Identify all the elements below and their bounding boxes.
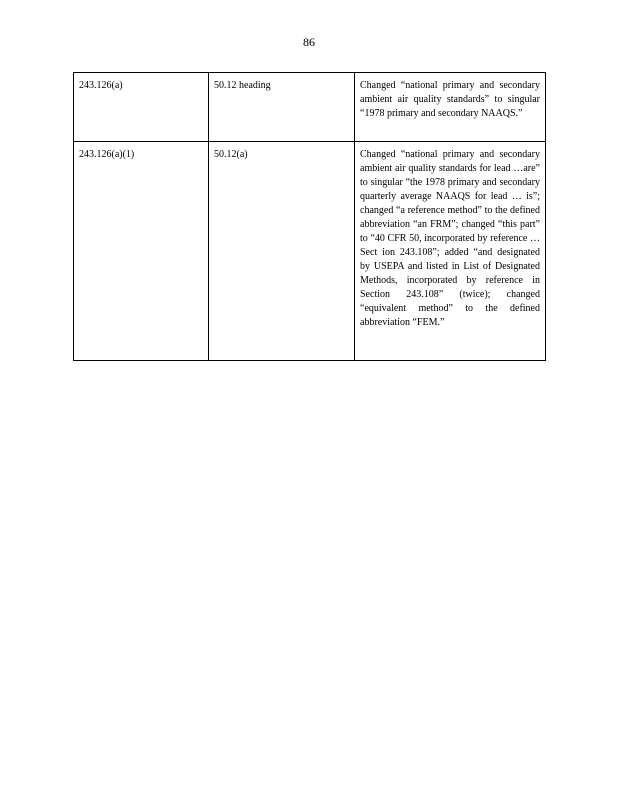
change-description-cell: Changed “national primary and secondary ambient air quality standards” to singular “1978 primary and secondary NAAQS.” bbox=[355, 73, 546, 142]
table-row bbox=[74, 73, 546, 142]
section-cell: 243.126(a) bbox=[74, 73, 209, 142]
revision-table bbox=[73, 72, 546, 361]
table-row bbox=[74, 142, 546, 361]
source-cell: 50.12(a) bbox=[209, 142, 355, 361]
source-cell: 50.12 heading bbox=[209, 73, 355, 142]
change-description-cell: Changed “national primary and secondary ambient air quality standards for lead …are” to singular “the 1978 primary and secondary quarterly average NAAQS for lead … is”; changed “a reference method” to the defined abbreviation “an FRM”; changed “this part” to “40 CFR 50, incorporated by reference … Sect ion 243.108”; added “and designated by USEPA and listed in List of Designated Methods, incorporated by reference in Section 243.108” (twice); changed “equivalent method” to the defined abbreviation “FEM.” bbox=[355, 142, 546, 361]
section-cell: 243.126(a)(1) bbox=[74, 142, 209, 361]
page-number: 86 bbox=[303, 35, 315, 49]
